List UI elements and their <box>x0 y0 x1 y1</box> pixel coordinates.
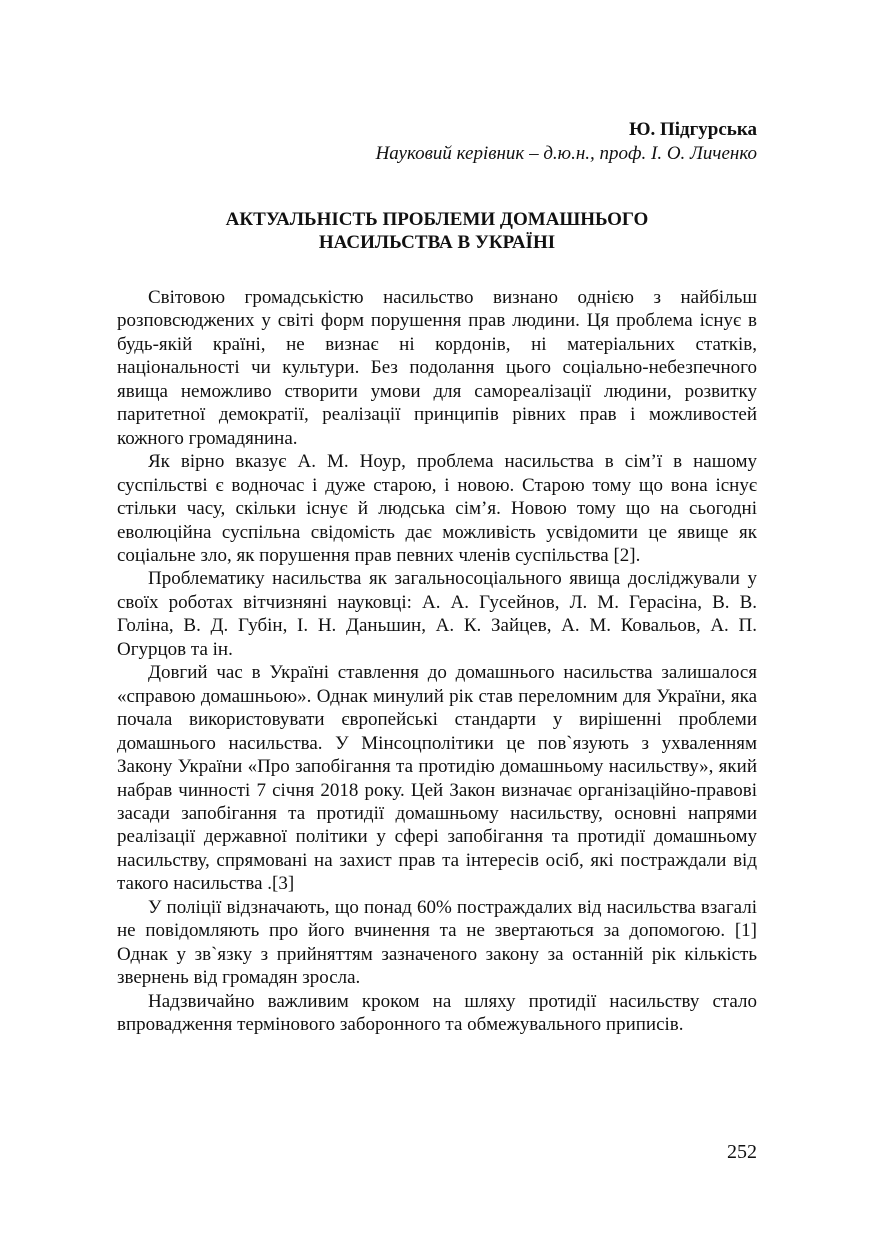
author-name: Ю. Підгурська <box>629 119 757 140</box>
page-number: 252 <box>727 1141 757 1163</box>
document-page <box>117 118 757 1037</box>
paragraph-4: Довгий час в Україні ставлення до домашнього насильства залишалося «справою домашньою». Однак минулий рік став переломним для України, яка почала використовувати європейські стандарти у вирішенні проблеми домашнього насильства. У Мінсоцполітики це пов`язують з ухваленням Закону України «Про запобігання та протидію домашньому насильству», який набрав чинності 7 січня 2018 року. Цей Закон визначає організаційно-правові засади запобігання та протидії домашньому насильству, основні напрями реалізації державної політики у сфері запобігання та протидії домашньому насильству, спрямовані на захист прав та інтересів осіб, які постраждали від такого насильства .[3] <box>117 662 757 895</box>
article-body <box>117 286 757 1037</box>
supervisor-line: Науковий керівник – д.ю.н., проф. І. О. Личенко <box>375 143 757 164</box>
paragraph-2: Як вірно вказує А. М. Ноур, проблема насильства в сім’ї в нашому суспільстві є водночас і дуже старою, і новою. Старою тому що вона існує стільки часу, скільки існує й людська сім’я. Новою тому що на сьогодні еволюційна суспільна свідомість дає можливість усвідомити це явище як соціальне зло, як порушення прав певних членів суспільства [2]. <box>117 451 757 566</box>
article-title-line-1: АКТУАЛЬНІСТЬ ПРОБЛЕМИ ДОМАШНЬОГО <box>225 209 649 230</box>
article-title <box>117 208 757 254</box>
article-title-line-2: НАСИЛЬСТВА В УКРАЇНІ <box>318 232 556 253</box>
paragraph-6: Надзвичайно важливим кроком на шляху протидії насильству стало впровадження термінового заборонного та обмежувального приписів. <box>117 990 757 1036</box>
paragraph-5: У поліції відзначають, що понад 60% постраждалих від насильства взагалі не повідомляють про його вчинення та не звертаються за допомогою. [1] Однак у зв`язку з прийняттям зазначеного закону за останній рік кількість звернень від громадян зросла. <box>117 896 757 989</box>
paragraph-3: Проблематику насильства як загальносоціального явища дослiджували у своїх роботах вітчизняні науковці: А. А. Гусейнов, Л. М. Герасіна, В. В. Голіна, В. Д. Губін, І. Н. Даньшин, А. К. Зайцев, А. М. Ковальов, А. П. Огурцов та ін. <box>117 568 757 660</box>
paragraph-1: Світовою громадськістю насильство визнано однією з найбільш розповсюджених у світі форм порушення прав людини. Ця проблема існує в будь-якій країні, не визнає ні кордонів, ні матеріальних статків, національності чи культури. Без подолання цього соціально-небезпечного явища неможливо створити умови для самореалізації людини, розвитку паритетної демократії, реалізації принципів рівних прав і можливостей кожного громадянина. <box>117 287 757 449</box>
